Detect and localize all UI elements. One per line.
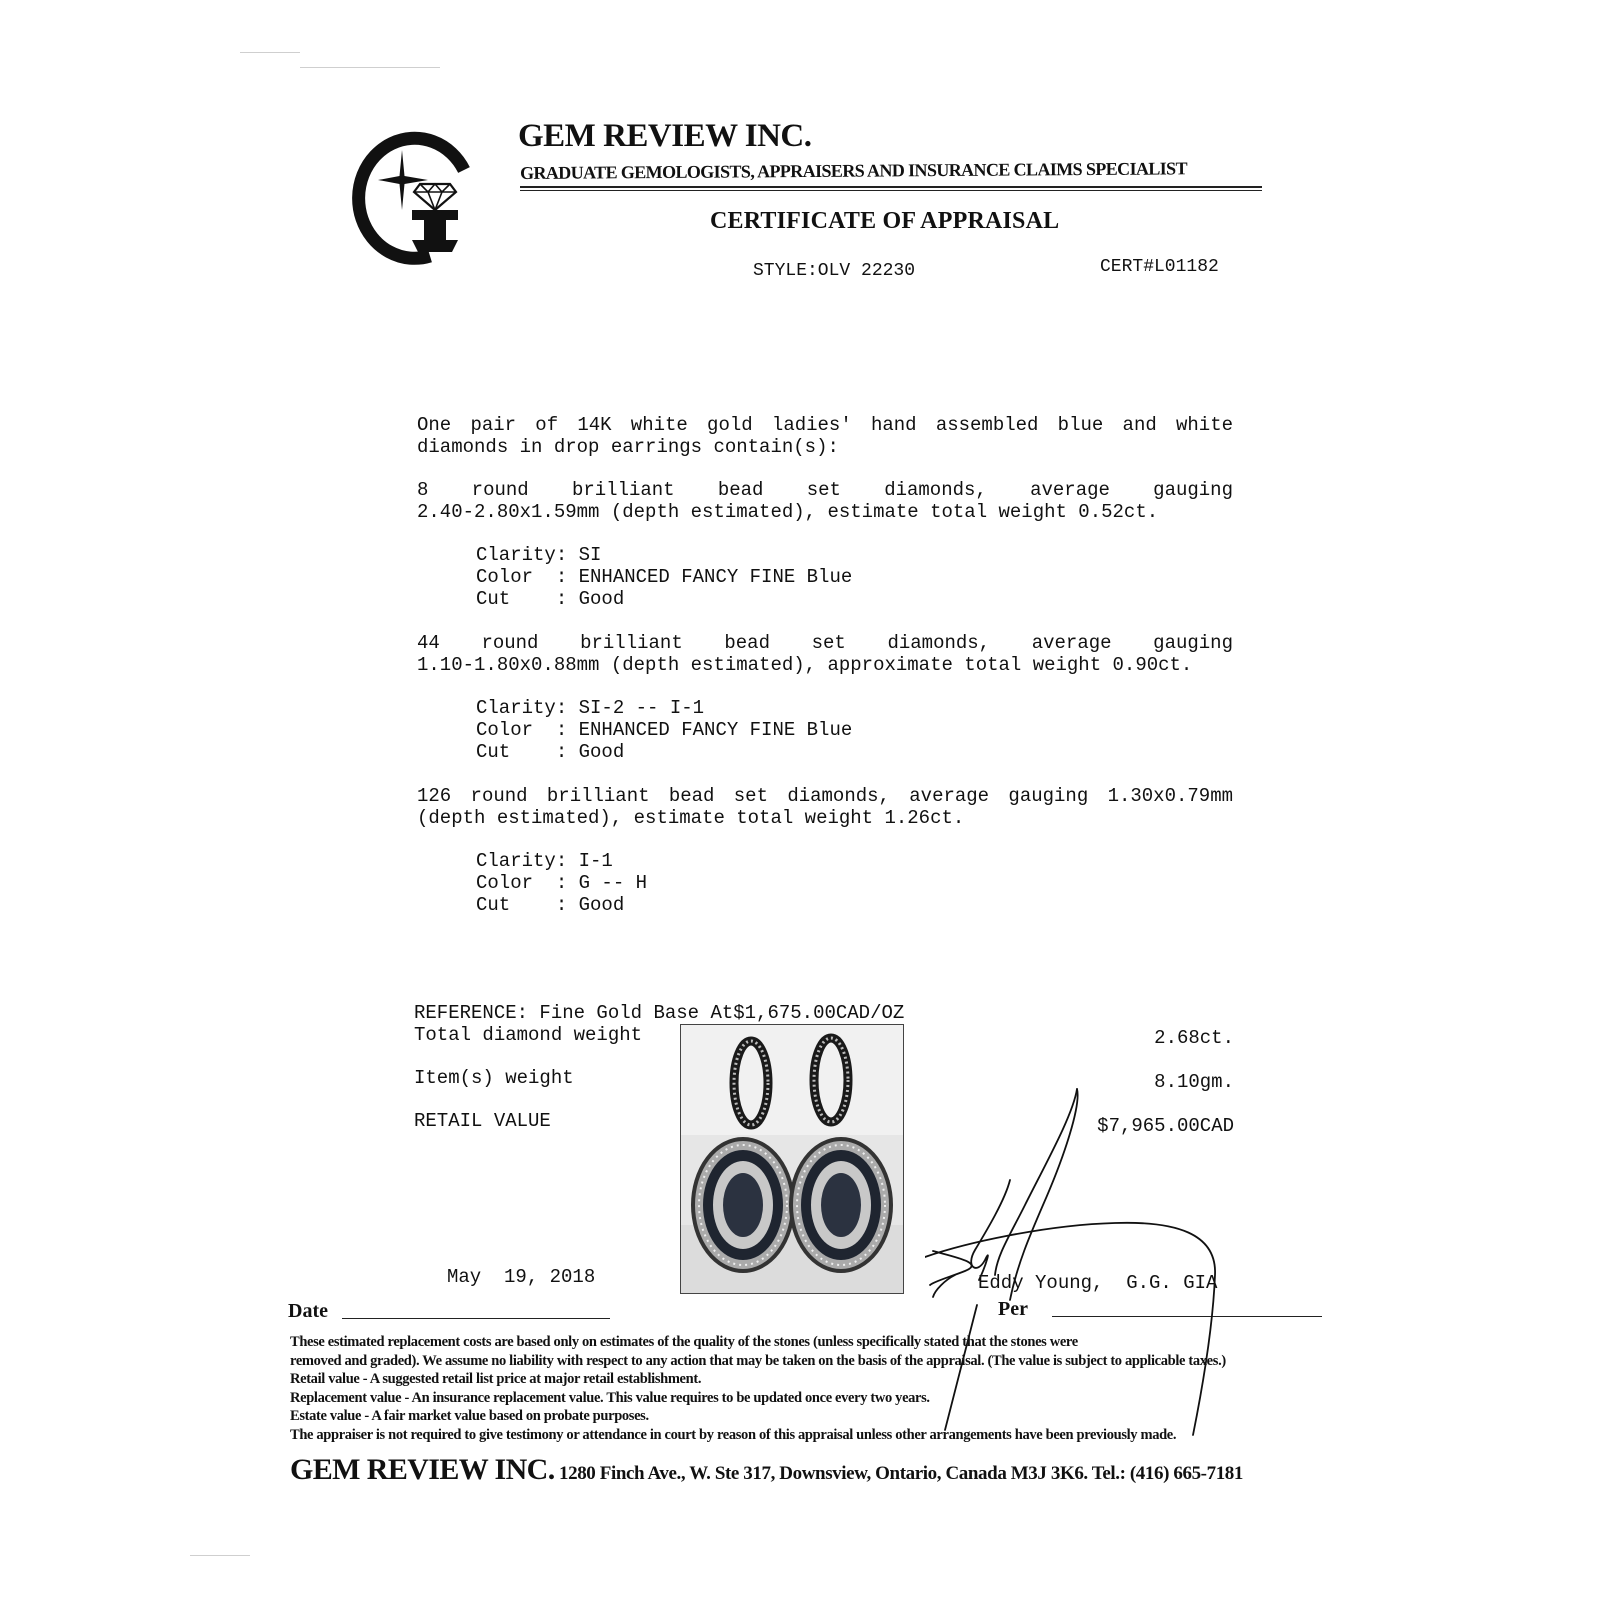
disclaimer-line: Retail value - A suggested retail list price at major retail establishment. (290, 1371, 702, 1388)
certificate-number: CERT#L01182 (1100, 257, 1219, 277)
retail-value-label: RETAIL VALUE (414, 1110, 551, 1132)
scan-mark (300, 67, 440, 68)
cut-spec: Cut : Good (476, 741, 625, 763)
total-weight-value: 2.68ct. (1154, 1027, 1234, 1049)
stone-group-line: (depth estimated), estimate total weight 1.26ct. (417, 807, 965, 829)
disclaimer-line: removed and graded). We assume no liability with respect to any action that may be taken on the basis of the appraisal. (The value is subject to applicable taxes.) (290, 1352, 1226, 1369)
disclaimer-line: The appraiser is not required to give testimony or attendance in court by reason of this appraisal unless other arrangements have been previously made. (290, 1426, 1177, 1443)
company-name: GEM REVIEW INC. (518, 118, 812, 154)
description-line: One pair of 14K white gold ladies' hand assembled blue and white (417, 414, 1233, 436)
reference-line: REFERENCE: Fine Gold Base At$1,675.00CAD/OZ (414, 1002, 905, 1024)
scan-mark (240, 52, 300, 53)
date-line (342, 1318, 610, 1319)
total-weight-label: Total diamond weight (414, 1024, 643, 1046)
clarity-spec: Clarity: SI (476, 544, 602, 566)
disclaimer-line: Estate value - A fair market value based on probate purposes. (290, 1408, 649, 1425)
cut-spec: Cut : Good (476, 588, 625, 610)
stone-group-line: 44 round brilliant bead set diamonds, average gauging (417, 632, 1233, 654)
footer-address: 1280 Finch Ave., W. Ste 317, Downsview, Ontario, Canada M3J 3K6. Tel.: (416) 665-7181 (554, 1463, 1243, 1484)
header-divider (520, 186, 1262, 191)
item-weight-label: Item(s) weight (414, 1067, 574, 1089)
stone-group-line: 1.10-1.80x0.88mm (depth estimated), approximate total weight 0.90ct. (417, 654, 1193, 676)
company-tagline: GRADUATE GEMOLOGISTS, APPRAISERS AND INSURANCE CLAIMS SPECIALIST (520, 158, 1188, 183)
scan-mark (190, 1555, 250, 1556)
color-spec: Color : G -- H (476, 872, 648, 894)
appraisal-date: May 19, 2018 (447, 1266, 596, 1288)
retail-value-amount: $7,965.00CAD (1097, 1115, 1234, 1137)
disclaimer (290, 1333, 1370, 1445)
color-spec: Color : ENHANCED FANCY FINE Blue (476, 719, 853, 741)
stone-group-line: 8 round brilliant bead set diamonds, average gauging (417, 479, 1233, 501)
cut-spec: Cut : Good (476, 894, 625, 916)
gem-review-logo-icon (352, 128, 477, 268)
clarity-spec: Clarity: I-1 (476, 850, 613, 872)
item-weight-value: 8.10gm. (1154, 1071, 1234, 1093)
style-number: STYLE:OLV 22230 (753, 261, 916, 281)
stone-group-line: 126 round brilliant bead set diamonds, average gauging 1.30x0.79mm (417, 785, 1233, 807)
stone-group-line: 2.40-2.80x1.59mm (depth estimated), estimate total weight 0.52ct. (417, 501, 1159, 523)
disclaimer-line: Replacement value - An insurance replacement value. This value requires to be updated once every two years. (290, 1389, 930, 1406)
disclaimer-line: These estimated replacement costs are based only on estimates of the quality of the stones (unless specifically stated that the stones were (290, 1334, 1078, 1350)
per-label: Per (998, 1298, 1028, 1320)
footer (290, 1453, 1243, 1487)
appraiser-name: Eddy Young, G.G. GIA (978, 1272, 1218, 1294)
clarity-spec: Clarity: SI-2 -- I-1 (476, 697, 705, 719)
earrings-photo (680, 1024, 904, 1294)
color-spec: Color : ENHANCED FANCY FINE Blue (476, 566, 853, 588)
date-label: Date (288, 1300, 328, 1322)
certificate-title: CERTIFICATE OF APPRAISAL (710, 208, 1060, 234)
description-line: diamonds in drop earrings contain(s): (417, 436, 839, 458)
footer-company: GEM REVIEW INC. (290, 1453, 555, 1486)
